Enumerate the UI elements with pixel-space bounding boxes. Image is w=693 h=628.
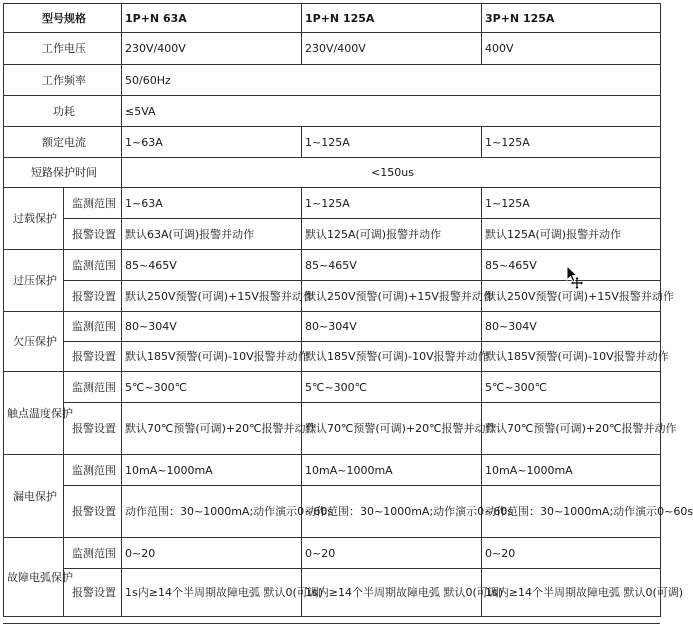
undervoltage-range: 80~304V bbox=[482, 312, 661, 342]
range-sublabel: 监测范围 bbox=[64, 250, 122, 281]
alarm-sublabel: 报警设置 bbox=[64, 342, 122, 372]
overload-alarm-row bbox=[4, 219, 661, 250]
overvoltage-range: 85~465V bbox=[482, 250, 661, 281]
short-circuit-row bbox=[4, 158, 661, 188]
contact-temp-range: 5℃~300℃ bbox=[302, 372, 482, 403]
contact-temp-range: 5℃~300℃ bbox=[482, 372, 661, 403]
voltage-value: 400V bbox=[482, 33, 661, 65]
overload-range: 1~125A bbox=[302, 188, 482, 219]
overvoltage-range-row bbox=[4, 250, 661, 281]
voltage-label: 工作电压 bbox=[4, 33, 122, 65]
leakage-alarm: 动作范围：30~1000mA;动作演示0~60s bbox=[122, 486, 302, 538]
arc-fault-range: 0~20 bbox=[122, 538, 302, 569]
model-1p-125a: 1P+N 125A bbox=[302, 4, 482, 33]
leakage-group-label: 漏电保护 bbox=[4, 455, 64, 538]
model-3p-125a: 3P+N 125A bbox=[482, 4, 661, 33]
current-value: 1~125A bbox=[482, 127, 661, 158]
current-value: 1~125A bbox=[302, 127, 482, 158]
range-sublabel: 监测范围 bbox=[64, 188, 122, 219]
undervoltage-alarm: 默认185V预警(可调)-10V报警并动作 bbox=[122, 342, 302, 372]
undervoltage-range: 80~304V bbox=[302, 312, 482, 342]
voltage-row bbox=[4, 33, 661, 65]
undervoltage-alarm-row bbox=[4, 342, 661, 372]
overvoltage-alarm: 默认250V预警(可调)+15V报警并动作 bbox=[122, 281, 302, 312]
voltage-value: 230V/400V bbox=[122, 33, 302, 65]
alarm-sublabel: 报警设置 bbox=[64, 281, 122, 312]
current-row bbox=[4, 127, 661, 158]
overload-group-label: 过载保护 bbox=[4, 188, 64, 250]
overload-alarm: 默认63A(可调)报警并动作 bbox=[122, 219, 302, 250]
undervoltage-alarm: 默认185V预警(可调)-10V报警并动作 bbox=[482, 342, 661, 372]
current-label: 额定电流 bbox=[4, 127, 122, 158]
undervoltage-range-row bbox=[4, 312, 661, 342]
arc-fault-group-label: 故障电弧保护 bbox=[4, 538, 64, 617]
contact-temp-range: 5℃~300℃ bbox=[122, 372, 302, 403]
power-label: 功耗 bbox=[4, 96, 122, 127]
overvoltage-alarm: 默认250V预警(可调)+15V报警并动作 bbox=[482, 281, 661, 312]
leakage-range: 10mA~1000mA bbox=[482, 455, 661, 486]
alarm-sublabel: 报警设置 bbox=[64, 569, 122, 617]
overvoltage-range: 85~465V bbox=[302, 250, 482, 281]
range-sublabel: 监测范围 bbox=[64, 372, 122, 403]
short-circuit-label: 短路保护时间 bbox=[4, 158, 122, 188]
model-1p-63a: 1P+N 63A bbox=[122, 4, 302, 33]
undervoltage-group-label: 欠压保护 bbox=[4, 312, 64, 372]
power-row bbox=[4, 96, 661, 127]
contact-temp-alarm: 默认70℃预警(可调)+20℃报警并动作 bbox=[482, 403, 661, 455]
undervoltage-alarm: 默认185V预警(可调)-10V报警并动作 bbox=[302, 342, 482, 372]
contact-temp-group-label: 触点温度保护 bbox=[4, 372, 64, 455]
range-sublabel: 监测范围 bbox=[64, 455, 122, 486]
arc-fault-alarm: 1s内≥14个半周期故障电弧 默认0(可调) bbox=[302, 569, 482, 617]
overload-alarm: 默认125A(可调)报警并动作 bbox=[302, 219, 482, 250]
current-value: 1~63A bbox=[122, 127, 302, 158]
contact-temp-alarm: 默认70℃预警(可调)+20℃报警并动作 bbox=[302, 403, 482, 455]
contact-temp-alarm-row bbox=[4, 403, 661, 455]
leakage-range-row bbox=[4, 455, 661, 486]
alarm-sublabel: 报警设置 bbox=[64, 486, 122, 538]
range-sublabel: 监测范围 bbox=[64, 312, 122, 342]
leakage-alarm-row bbox=[4, 486, 661, 538]
voltage-value: 230V/400V bbox=[302, 33, 482, 65]
arc-fault-alarm: 1s内≥14个半周期故障电弧 默认0(可调) bbox=[482, 569, 661, 617]
frequency-row bbox=[4, 65, 661, 96]
header-row bbox=[4, 4, 661, 33]
leakage-range: 10mA~1000mA bbox=[302, 455, 482, 486]
arc-fault-alarm-row bbox=[4, 569, 661, 617]
arc-fault-range: 0~20 bbox=[482, 538, 661, 569]
contact-temp-range-row bbox=[4, 372, 661, 403]
move-cursor-icon bbox=[566, 265, 584, 289]
overvoltage-group-label: 过压保护 bbox=[4, 250, 64, 312]
contact-temp-alarm: 默认70℃预警(可调)+20℃报警并动作 bbox=[122, 403, 302, 455]
frequency-value: 50/60Hz bbox=[122, 65, 661, 96]
overvoltage-range: 85~465V bbox=[122, 250, 302, 281]
bottom-rule bbox=[3, 623, 660, 624]
overload-alarm: 默认125A(可调)报警并动作 bbox=[482, 219, 661, 250]
range-sublabel: 监测范围 bbox=[64, 538, 122, 569]
overload-range: 1~125A bbox=[482, 188, 661, 219]
overload-range-row bbox=[4, 188, 661, 219]
alarm-sublabel: 报警设置 bbox=[64, 403, 122, 455]
short-circuit-value: <150us bbox=[122, 158, 661, 188]
power-value: ≤5VA bbox=[122, 96, 661, 127]
leakage-alarm: 动作范围：30~1000mA;动作演示0~60s bbox=[302, 486, 482, 538]
arc-fault-range-row bbox=[4, 538, 661, 569]
arc-fault-range: 0~20 bbox=[302, 538, 482, 569]
header-label: 型号规格 bbox=[4, 4, 122, 33]
frequency-label: 工作频率 bbox=[4, 65, 122, 96]
overload-range: 1~63A bbox=[122, 188, 302, 219]
overvoltage-alarm: 默认250V预警(可调)+15V报警并动作 bbox=[302, 281, 482, 312]
alarm-sublabel: 报警设置 bbox=[64, 219, 122, 250]
undervoltage-range: 80~304V bbox=[122, 312, 302, 342]
arc-fault-alarm: 1s内≥14个半周期故障电弧 默认0(可调) bbox=[122, 569, 302, 617]
leakage-alarm: 动作范围：30~1000mA;动作演示0~60s bbox=[482, 486, 661, 538]
leakage-range: 10mA~1000mA bbox=[122, 455, 302, 486]
spec-table bbox=[3, 3, 693, 617]
overvoltage-alarm-row bbox=[4, 281, 661, 312]
